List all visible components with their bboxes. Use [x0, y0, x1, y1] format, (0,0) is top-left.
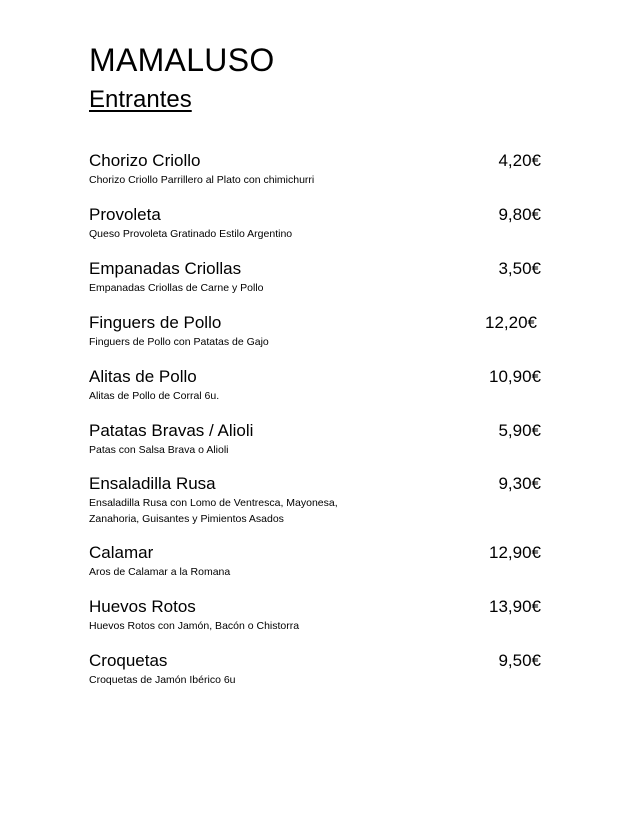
item-description: Empanadas Criollas de Carne y Pollo [89, 282, 264, 294]
item-price: 3,50€ [498, 259, 541, 278]
item-price: 9,30€ [498, 474, 541, 493]
item-price: 13,90€ [489, 597, 541, 616]
item-name: Finguers de Pollo [89, 313, 222, 332]
item-name: Chorizo Criollo [89, 151, 201, 170]
item-price: 10,90€ [489, 367, 541, 386]
item-price: 12,90€ [489, 543, 541, 562]
item-price: 4,20€ [498, 151, 541, 170]
menu-item [89, 258, 541, 296]
menu-item [89, 542, 541, 580]
item-description: Chorizo Criollo Parrillero al Plato con chimichurri [89, 174, 315, 186]
restaurant-title: MAMALUSO [89, 42, 275, 78]
menu-item [89, 204, 541, 242]
item-name: Calamar [89, 543, 154, 562]
item-name: Provoleta [89, 205, 161, 224]
section-heading: Entrantes [89, 86, 192, 113]
item-name: Ensaladilla Rusa [89, 474, 216, 493]
item-price: 12,20€ [485, 313, 537, 332]
item-description: Ensaladilla Rusa con Lomo de Ventresca, Mayonesa, Zanahoria, Guisantes y Pimientos Asados [89, 497, 338, 525]
item-name: Alitas de Pollo [89, 367, 197, 386]
item-name: Empanadas Criollas [89, 259, 242, 278]
item-description: Finguers de Pollo con Patatas de Gajo [89, 336, 269, 348]
item-name: Patatas Bravas / Alioli [89, 421, 254, 440]
item-price: 9,80€ [498, 205, 541, 224]
item-description: Croquetas de Jamón Ibérico 6u [89, 674, 236, 686]
item-description: Aros de Calamar a la Romana [89, 566, 231, 578]
menu-item [89, 312, 541, 350]
item-name: Croquetas [89, 651, 168, 670]
item-description: Queso Provoleta Gratinado Estilo Argentino [89, 228, 293, 240]
menu-item [89, 650, 541, 688]
item-description: Patas con Salsa Brava o Alioli [89, 444, 229, 456]
menu-item [89, 150, 541, 188]
item-description: Alitas de Pollo de Corral 6u. [89, 390, 220, 402]
item-price: 9,50€ [498, 651, 541, 670]
item-price: 5,90€ [498, 421, 541, 440]
menu-item [89, 596, 541, 634]
menu-item [89, 366, 541, 404]
menu-item [89, 420, 541, 458]
menu-item [89, 473, 541, 527]
item-name: Huevos Rotos [89, 597, 196, 616]
item-description: Huevos Rotos con Jamón, Bacón o Chistorra [89, 620, 300, 632]
